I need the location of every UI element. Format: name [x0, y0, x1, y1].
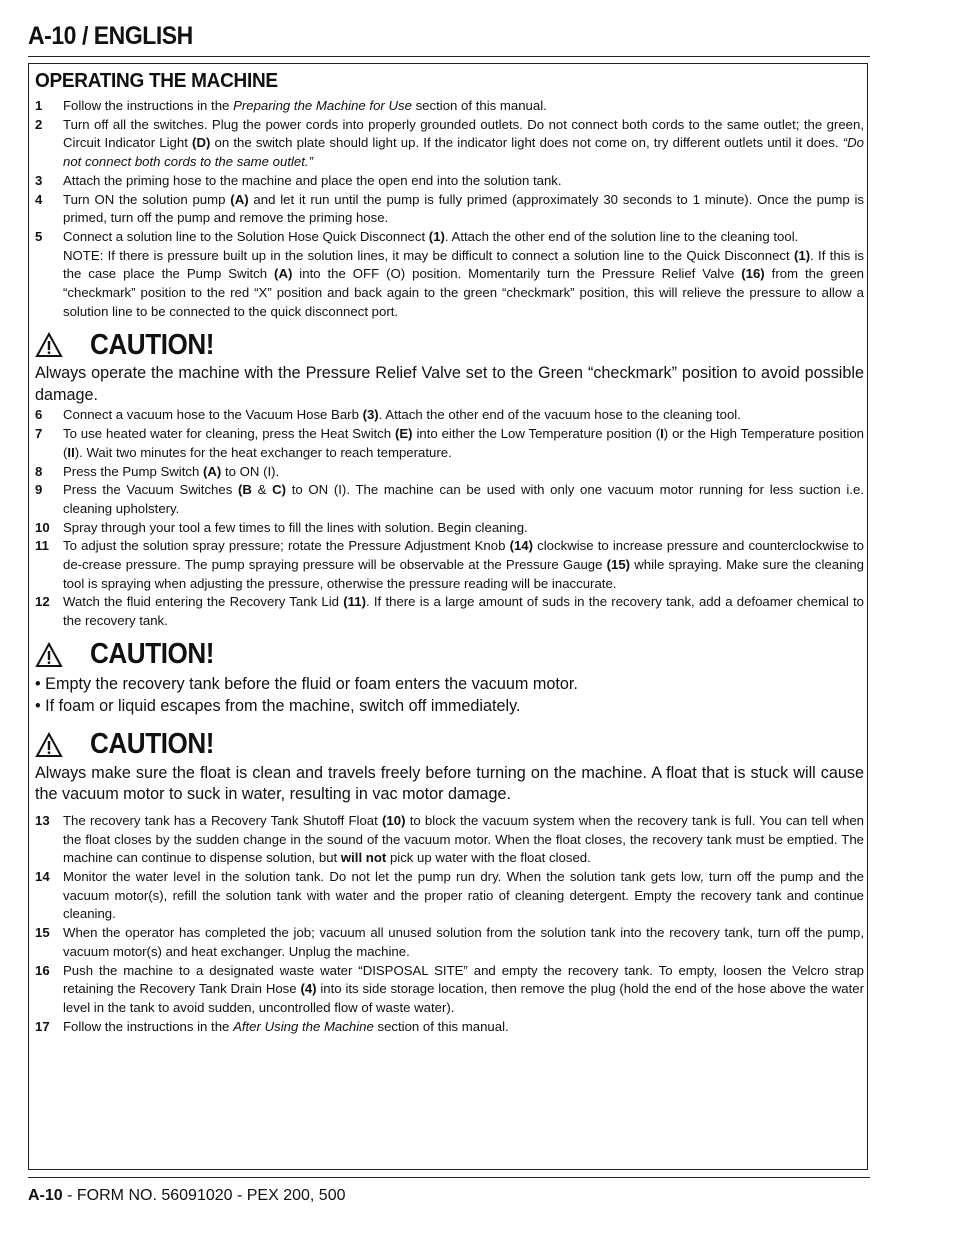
step-number: 2: [35, 116, 43, 132]
instruction-step: [35, 116, 864, 172]
instruction-step: [35, 228, 864, 322]
step-number: 16: [35, 962, 50, 978]
title-divider: [28, 56, 870, 57]
step-number: 12: [35, 594, 50, 610]
step-text: Follow the instructions in the After Using the Machine section of this manual.: [63, 1018, 509, 1034]
steps-group-a: [35, 97, 864, 321]
footer-page-number: A-10: [28, 1187, 63, 1204]
page-footer: [28, 1187, 346, 1205]
step-number: 3: [35, 172, 43, 188]
instruction-step: [35, 812, 864, 868]
instruction-step: [35, 1018, 864, 1037]
warning-triangle-icon: [35, 642, 63, 668]
step-text: Press the Pump Switch (A) to ON (I).: [63, 463, 280, 479]
step-number: 9: [35, 482, 43, 498]
content-frame: [28, 63, 868, 1170]
section-heading: OPERATING THE MACHINE: [35, 70, 278, 92]
step-number: 10: [35, 519, 50, 535]
step-text: To use heated water for cleaning, press the Heat Switch (E) into either the Low Temperature position (I) or the High Temperature position (II). Wait two minutes for the heat exchanger to reach temperature.: [63, 426, 864, 460]
step-text: To adjust the solution spray pressure; rotate the Pressure Adjustment Knob (14) clockwise to increase pressure and counterclockwise to de-crease pressure. The pump spraying pressure will be observable at the Pressure Gauge (15) while spraying. Make sure the cleaning tool is spraying when adjusting the pressure, otherwise the pressure reading will be inaccurate.: [63, 538, 865, 591]
instruction-step: [35, 191, 864, 228]
warning-triangle-icon: [35, 332, 63, 358]
step-text: Connect a vacuum hose to the Vacuum Hose Barb (3). Attach the other end of the vacuum hose to the cleaning tool.: [63, 407, 741, 423]
step-text: Watch the fluid entering the Recovery Tank Lid (11). If there is a large amount of suds in the recovery tank, add a defoamer chemical to the recovery tank.: [63, 594, 864, 629]
footer-form-text: - FORM NO. 56091020 - PEX 200, 500: [62, 1187, 346, 1204]
caution-text: • If foam or liquid escapes from the machine, switch off immediately.: [35, 696, 521, 715]
instruction-step: [35, 172, 864, 191]
instruction-step: [35, 97, 864, 116]
step-number: 7: [35, 426, 43, 442]
footer-divider: [28, 1177, 870, 1178]
step-number: 8: [35, 463, 43, 479]
instruction-step: [35, 463, 864, 482]
caution-block-3: [35, 727, 864, 763]
instruction-step: [35, 593, 864, 630]
step-text: When the operator has completed the job; vacuum all unused solution from the solution tank into the recovery tank, turn off the pump, vacuum motor(s) and heat exchanger. Unplug the machine.: [63, 925, 864, 959]
caution-text: • Empty the recovery tank before the fluid or foam enters the vacuum motor.: [35, 674, 578, 693]
steps-group-c: [35, 812, 864, 1036]
step-text: Spray through your tool a few times to fill the lines with solution. Begin cleaning.: [63, 519, 528, 535]
step-text: Turn ON the solution pump (A) and let it run until the pump is fully primed (approximately 30 seconds to 1 minute). Once the pump is primed, turn off the pump and remove the priming hose.: [63, 191, 864, 226]
steps-group-b: [35, 406, 864, 630]
caution-block-2: [35, 637, 864, 673]
instruction-step: [35, 537, 864, 593]
step-text: Monitor the water level in the solution tank. Do not let the pump run dry. When the solution tank gets low, turn off the pump and the vacuum motor(s), refill the solution tank with water and the proper ratio of cleaning detergent. Empty the recovery tank and continue cleaning.: [63, 868, 864, 922]
step-number: 11: [35, 538, 49, 554]
step-number: 6: [35, 407, 43, 423]
step-text: Push the machine to a designated waste water “DISPOSAL SITE” and empty the recovery tank. To empty, loosen the Velcro strap retaining the Recovery Tank Drain Hose (4) into its side storage location, then remove the plug (hold the end of the hose above the water level in the tank to avoid sudden, uncontrolled flow of waste water).: [63, 962, 864, 1015]
step-number: 14: [35, 868, 50, 884]
step-text: Follow the instructions in the Preparing the Machine for Use section of this manual.: [63, 98, 547, 113]
caution-title: CAUTION!: [90, 728, 214, 761]
caution-title: CAUTION!: [90, 328, 214, 361]
instruction-step: [35, 962, 864, 1018]
instruction-step: [35, 519, 864, 538]
caution-title: CAUTION!: [90, 638, 214, 671]
step-number: 17: [35, 1018, 50, 1034]
step-number: 13: [35, 812, 50, 828]
content-body: [35, 68, 864, 1036]
instruction-step: [35, 924, 864, 961]
page-title: A-10 / ENGLISH: [28, 22, 193, 50]
instruction-step: [35, 425, 864, 462]
instruction-step: [35, 868, 864, 924]
step-text: The recovery tank has a Recovery Tank Shutoff Float (10) to block the vacuum system when the recovery tank is full. You can tell when the float closes by the sudden change in the sound of the vacuum motor. When the float closes, the recovery tank must be emptied. The machine can continue to dispense solution, but will not pick up water with the float closed.: [63, 812, 864, 866]
step-number: 15: [35, 925, 50, 941]
step-number: 5: [35, 228, 43, 244]
instruction-step: [35, 481, 864, 518]
warning-triangle-icon: [35, 732, 63, 758]
caution-text: Always make sure the float is clean and travels freely before turning on the machine. A float that is stuck will cause the vacuum motor to suck in water, resulting in vac motor damage.: [35, 763, 864, 804]
step-number: 4: [35, 191, 43, 207]
step-text: Turn off all the switches. Plug the power cords into properly grounded outlets. Do not connect both cords to the same outlet; the green, Circuit Indicator Light (D) on the switch plate should light up. If the indicator light does not come on, try different outlets until it does. “Do not connect both cords to the same outlet.”: [63, 116, 864, 170]
caution-block-1: [35, 327, 864, 363]
step-text: Attach the priming hose to the machine and place the open end into the solution tank.: [63, 172, 562, 188]
step-text: Connect a solution line to the Solution Hose Quick Disconnect (1). Attach the other end of the solution line to the cleaning tool. NOTE: If there is pressure built up in the solution lines, it may be difficult to connect a solution line to the Quick Disconnect (1). If this is the case place the Pump Switch (A) into the OFF (O) position. Momentarily turn the Pressure Relief Valve (16) from the green “checkmark” position to the red “X” position and back again to the green “checkmark” position, this will relieve the pressure to allow a solution line to be connected to the quick disconnect port.: [63, 228, 865, 319]
instruction-step: [35, 406, 864, 425]
caution-text: Always operate the machine with the Pressure Relief Valve set to the Green “checkmark” position to avoid possible damage.: [35, 364, 864, 404]
step-number: 1: [35, 98, 43, 113]
step-text: Press the Vacuum Switches (B & C) to ON (I). The machine can be used with only one vacuum motor running for less suction i.e. cleaning upholstery.: [63, 482, 864, 516]
